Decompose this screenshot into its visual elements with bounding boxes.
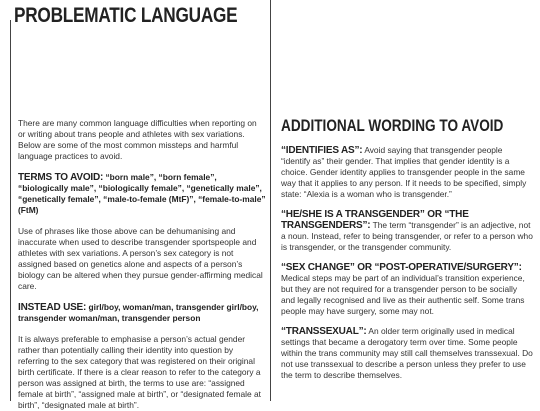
terms-to-avoid-block (18, 172, 266, 216)
closing-paragraph: It is always preferable to emphasise a person’s actual gender rather than potentially calling their identity into question by referring to the sex category that was registered on their original birth certificate. If there is a clear reason to refer to the category a person was assigned at birth, the terms to use are: “assigned female at birth”, “assigned male at birth”, or “designated female at birth”, “designated male at birth”. (18, 334, 261, 410)
instead-use-block (18, 302, 266, 324)
entry-body: Avoid saying that transgender people “identify as” their gender. That implies that gender identity is a choice. Gender identity applies to transgender people in the same way that it applies to any person. If it needs to be specified, simply state: “Alexia is a woman who is transgender.” (281, 145, 527, 199)
entry-heading: “IDENTIFIES AS”: (281, 145, 363, 156)
entry-identifies-as (281, 145, 533, 200)
entry-transgender-noun (281, 209, 533, 253)
center-divider-line (270, 0, 271, 401)
right-column (281, 116, 533, 390)
entry-body: An older term originally used in medical settings that became a derogatory term over time. Some people within the trans community may still call themselves transsexual. Do not use transsexual to describe a person unless they prefer to use the term to describe themselves. (281, 326, 533, 380)
page-title: PROBLEMATIC LANGUAGE (14, 4, 238, 27)
dehumanising-paragraph: Use of phrases like those above can be dehumanising and inaccurate when used to describe transgender sportspeople and athletes with sex variations. A person’s sex category is not assigned based on genetics alone and aspects of a person’s biology can be altered when they pursue gender-affirming medical care. (18, 226, 263, 291)
entry-body: Medical steps may be part of an individual’s transition experience, but they are not required for a transgender person to be socially and legally recognised and live as their authentic self. Some trans people may have surgery, some may not. (281, 273, 525, 316)
entry-heading: “TRANSSEXUAL”: (281, 326, 367, 337)
intro-paragraph: There are many common language difficulties when reporting on or writing about trans people and athletes with sex variations. Below are some of the most common missteps and harmful language practices to avoid. (18, 118, 257, 161)
entry-transsexual (281, 326, 533, 381)
entry-body: The term “transgender” is an adjective, not a noun. Instead, refer to being transgender, or refer to a person who is transgender, or the transgender community. (281, 220, 533, 252)
terms-to-avoid-heading: TERMS TO AVOID: (18, 172, 104, 183)
left-divider-line (10, 20, 11, 401)
instead-use-heading: INSTEAD USE: (18, 302, 87, 313)
instead-use-list: girl/boy, woman/man, transgender girl/boy, transgender woman/man, transgender person (18, 302, 259, 323)
entry-heading: “SEX CHANGE” OR “POST-OPERATIVE/SURGERY”: (281, 262, 522, 273)
entry-heading: “HE/SHE IS A TRANSGENDER” OR “THE TRANSGENDERS”: (281, 209, 469, 231)
left-column (18, 118, 266, 411)
terms-to-avoid-list: “born male”, “born female”, “biologically male”, “biologically female”, “genetically male”, “genetically female”, “male-to-female (MtF)”, “female-to-male” (FtM) (18, 172, 266, 215)
entry-sex-change (281, 262, 533, 317)
additional-wording-heading: ADDITIONAL WORDING TO AVOID (281, 116, 504, 135)
